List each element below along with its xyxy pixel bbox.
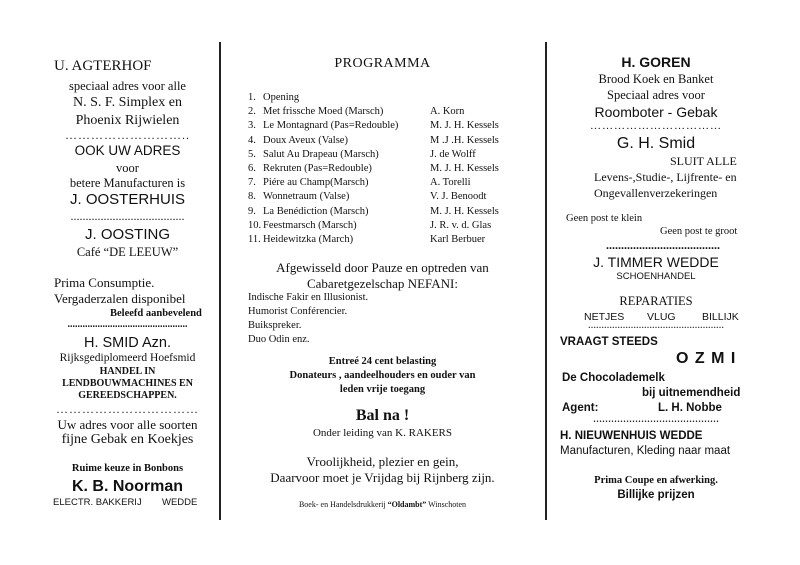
prima-consumptie: Prima Consumptie.	[54, 275, 155, 290]
act-duo-odin: Duo Odin enz.	[248, 334, 310, 345]
program-item	[248, 219, 548, 233]
entree: Entreé 24 cent belasting	[328, 356, 437, 367]
afgewisseld-line2: Cabaretgezelschap NEFANI:	[306, 276, 458, 291]
program-item	[248, 205, 548, 219]
agterhof-line3: Phoenix Rijwielen	[75, 113, 180, 128]
gereedschappen: GEREEDSCHAPPEN.	[78, 390, 177, 401]
reparaties: REPARATIES	[619, 294, 693, 308]
separator-dots: ……………………………………	[593, 414, 719, 424]
divider-left	[219, 42, 221, 520]
printer-name: “Oldambt”	[387, 500, 427, 509]
program-title: Doux Aveux (Valse)	[263, 134, 348, 146]
geen-post-klein: Geen post te klein	[566, 213, 643, 224]
program-number: 2.	[248, 106, 256, 118]
manufacturen-kleding: Manufacturen, Kleding naar maat	[560, 445, 731, 457]
agent-label: Agent:	[562, 402, 599, 414]
vergaderzalen: Vergaderzalen disponibel	[54, 291, 186, 306]
program-number: 5.	[248, 148, 256, 160]
printer-line	[230, 500, 535, 509]
program-item	[248, 91, 548, 105]
electr-bakkerij: ELECTR. BAKKERIJ	[53, 497, 142, 508]
program-title: Salut Au Drapeau (Marsch)	[263, 148, 379, 160]
program-item	[248, 134, 548, 148]
sluit-alle: SLUIT ALLE	[670, 154, 737, 168]
oosting: J. OOSTING	[84, 226, 170, 243]
separator-dots: ......................................	[70, 209, 185, 223]
program-composer: J. de Wolff	[430, 148, 476, 160]
program-composer: A. Torelli	[430, 177, 471, 189]
oosterhuis: J. OOSTERHUIS	[69, 191, 185, 208]
program-composer: M .J .H. Kessels	[430, 134, 499, 146]
program-title: Wonnetraum (Valse)	[263, 191, 350, 203]
noorman: K. B. Noorman	[71, 478, 184, 495]
donateurs: Donateurs , aandeelhouders en ouder van	[289, 370, 476, 381]
vraagt-steeds: VRAAGT STEEDS	[560, 336, 658, 348]
separator-dots: ………………………..	[65, 128, 190, 142]
program-composer: J. R. v. d. Glas	[430, 219, 492, 231]
vlug: VLUG	[647, 311, 676, 323]
program-number: 1.	[248, 92, 256, 103]
timmer-wedde: J. TIMMER WEDDE	[593, 254, 719, 270]
program-number: 4.	[248, 134, 256, 146]
vrije-toegang: leden vrije toegang	[339, 384, 426, 395]
bij-uitnemendheid: bij uitnemendheid	[642, 387, 741, 399]
program-title: La Benédiction (Marsch)	[263, 205, 369, 217]
separator-dots: ……………………………………………	[588, 321, 724, 330]
program-composer: M. J. H. Kessels	[430, 205, 499, 217]
cafe-de-leeuw: Café “DE LEEUW”	[76, 245, 179, 259]
program-number: 6.	[248, 163, 256, 174]
program-item	[248, 119, 548, 133]
geen-post-groot: Geen post te groot	[660, 226, 738, 237]
program-title: Opening	[263, 92, 300, 103]
separator-dots: ……………………………	[56, 402, 199, 416]
printer-post: Winschoten	[426, 500, 467, 509]
ongevallen: Ongevallenverzekeringen	[594, 186, 718, 200]
schoenhandel: SCHOENHANDEL	[616, 271, 696, 282]
afgewisseld-line1: Afgewisseld door Pauze en optreden van	[276, 260, 489, 275]
onder-leiding: Onder leiding van K. RAKERS	[312, 427, 452, 439]
gh-smid: G. H. Smid	[616, 135, 696, 152]
landbouwmachines: LENDBOUWMACHINES EN	[62, 378, 193, 389]
goren: H. GOREN	[621, 54, 691, 70]
program-title: Rekruten (Pas=Redouble)	[263, 163, 372, 174]
speciaal-adres: Speciaal adres voor	[607, 88, 705, 102]
agterhof-name: U. AGTERHOF	[54, 58, 152, 74]
nieuwenhuis: H. NIEUWENHUIS WEDDE	[560, 430, 703, 442]
brood-koek: Brood Koek en Banket	[598, 72, 714, 86]
daarvoor: Daarvoor moet je Vrijdag bij Rijnberg zijn.	[270, 470, 495, 485]
program-number: 10.	[248, 219, 262, 231]
smid-azn: H. SMID Azn.	[83, 335, 172, 351]
billijke-prijzen: Billijke prijzen	[617, 489, 695, 501]
bal-na: Bal na !	[355, 407, 410, 424]
separator-dots: ……………………………	[590, 120, 722, 132]
program-composer: M. J. H. Kessels	[430, 163, 499, 174]
program-item	[248, 148, 548, 162]
program-title: Feestmarsch (Marsch)	[263, 219, 357, 231]
ozmi: O Z M I	[676, 350, 737, 367]
program-composer: V. J. Benoodt	[430, 191, 487, 203]
act-buikspreker: Buikspreker.	[248, 320, 302, 331]
handel-in: HANDEL IN	[99, 366, 156, 377]
program-number: 7.	[248, 177, 256, 189]
hoefsmid: Rijksgediplomeerd Hoefsmid	[59, 352, 196, 364]
agterhof-line1: speciaal adres voor alle	[69, 79, 186, 93]
programma-title: PROGRAMMA	[334, 56, 431, 71]
program-item	[248, 176, 548, 190]
act-humorist: Humorist Conférencier.	[248, 306, 348, 317]
uw-adres-voor: Uw adres voor alle soorten	[57, 417, 198, 432]
program-number: 11.	[248, 234, 261, 245]
prima-coupe: Prima Coupe en afwerking.	[594, 475, 718, 486]
agent-nobbe: L. H. Nobbe	[658, 402, 722, 414]
program-title: Met frissche Moed (Marsch)	[263, 106, 384, 118]
program-item	[248, 162, 548, 176]
program-number: 3.	[248, 120, 256, 132]
netjes: NETJES	[584, 311, 625, 323]
act-fakir: Indische Fakir en Illusionist.	[248, 292, 369, 303]
ook-uw-adres: OOK UW ADRES	[74, 143, 181, 158]
wedde: WEDDE	[162, 497, 198, 508]
roomboter: Roomboter - Gebak	[594, 104, 718, 120]
betere-manufacturen: betere Manufacturen is	[69, 176, 186, 190]
vroolijkheid: Vroolijkheid, plezier en gein,	[306, 454, 459, 469]
separator-dots: ......................................	[606, 238, 720, 252]
separator-dots: ................................................	[67, 319, 188, 330]
program-composer: A. Korn	[430, 106, 465, 118]
program-composer: Karl Berbuer	[430, 234, 486, 245]
ruime-keuze: Ruime keuze in Bonbons	[71, 463, 184, 474]
agterhof-line2: N. S. F. Simplex en	[73, 95, 182, 110]
program-title: Piére au Champ(Marsch)	[263, 177, 369, 189]
chocolademelk: De Chocolademelk	[562, 372, 665, 384]
beleefd-aanbevelend: Beleefd aanbevelend	[110, 308, 202, 319]
printer-pre: Boek- en Handelsdrukkerij	[298, 500, 388, 509]
program-item	[248, 105, 548, 119]
program-number: 8.	[248, 191, 256, 203]
levens-studie: Levens-,Studie-, Lijfrente- en	[594, 170, 737, 184]
program-title: Le Montagnard (Pas=Redouble)	[263, 120, 399, 132]
program-composer: M. J. H. Kessels	[430, 120, 499, 132]
program-title: Heidewitzka (March)	[263, 234, 354, 245]
program-number: 9.	[248, 205, 256, 217]
billijk: BILLIJK	[702, 311, 739, 323]
program-item	[248, 190, 548, 204]
program-item	[248, 233, 548, 247]
fijne-gebak: fijne Gebak en Koekjes	[61, 432, 194, 447]
voor: voor	[116, 161, 139, 175]
